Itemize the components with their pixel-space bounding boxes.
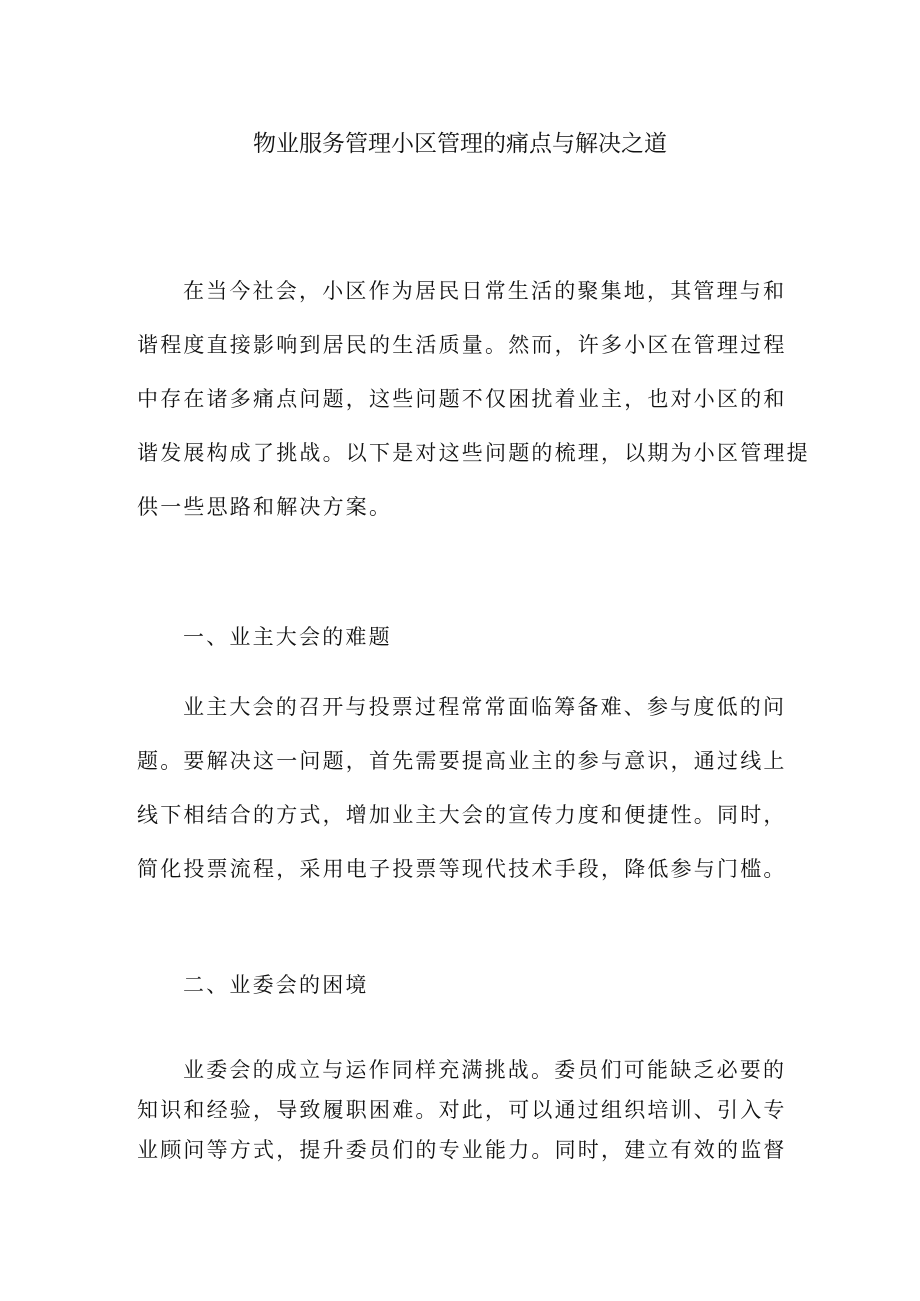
paragraph-line: 谐程度直接影响到居民的生活质量。然而，许多小区在管理过程 — [137, 333, 787, 357]
paragraph-line: 业顾问等方式，提升委员们的专业能力。同时，建立有效的监督 — [137, 1138, 787, 1162]
section-heading-text: 二、业委会的困境 — [183, 973, 369, 997]
paragraph-line: 业主大会的召开与投票过程常常面临筹备难、参与度低的问 — [183, 695, 787, 719]
section-heading-1 — [137, 610, 789, 664]
paragraph-line: 知识和经验，导致履职困难。对此，可以通过组织培训、引入专 — [137, 1098, 787, 1122]
section-1-paragraph — [137, 680, 789, 896]
document-title: 物业服务管理小区管理的痛点与解决之道 — [253, 131, 667, 157]
paragraph-line: 中存在诸多痛点问题，这些问题不仅困扰着业主，也对小区的和 — [137, 387, 787, 411]
paragraph-line: 简化投票流程，采用电子投票等现代技术手段，降低参与门槛。 — [137, 857, 787, 881]
section-2-paragraph — [137, 1050, 789, 1170]
paragraph-line: 题。要解决这一问题，首先需要提高业主的参与意识，通过线上 — [137, 749, 787, 773]
intro-paragraph — [137, 264, 810, 534]
paragraph-line: 业委会的成立与运作同样充满挑战。委员们可能缺乏必要的 — [183, 1058, 787, 1082]
paragraph-line: 线下相结合的方式，增加业主大会的宣传力度和便捷性。同时， — [137, 803, 787, 827]
section-heading-2 — [137, 958, 789, 1012]
paragraph-line: 谐发展构成了挑战。以下是对这些问题的梳理，以期为小区管理提 — [137, 441, 810, 465]
paragraph-line: 在当今社会，小区作为居民日常生活的聚集地，其管理与和 — [183, 279, 787, 303]
section-heading-text: 一、业主大会的难题 — [183, 625, 392, 649]
paragraph-line: 供一些思路和解决方案。 — [137, 495, 393, 519]
